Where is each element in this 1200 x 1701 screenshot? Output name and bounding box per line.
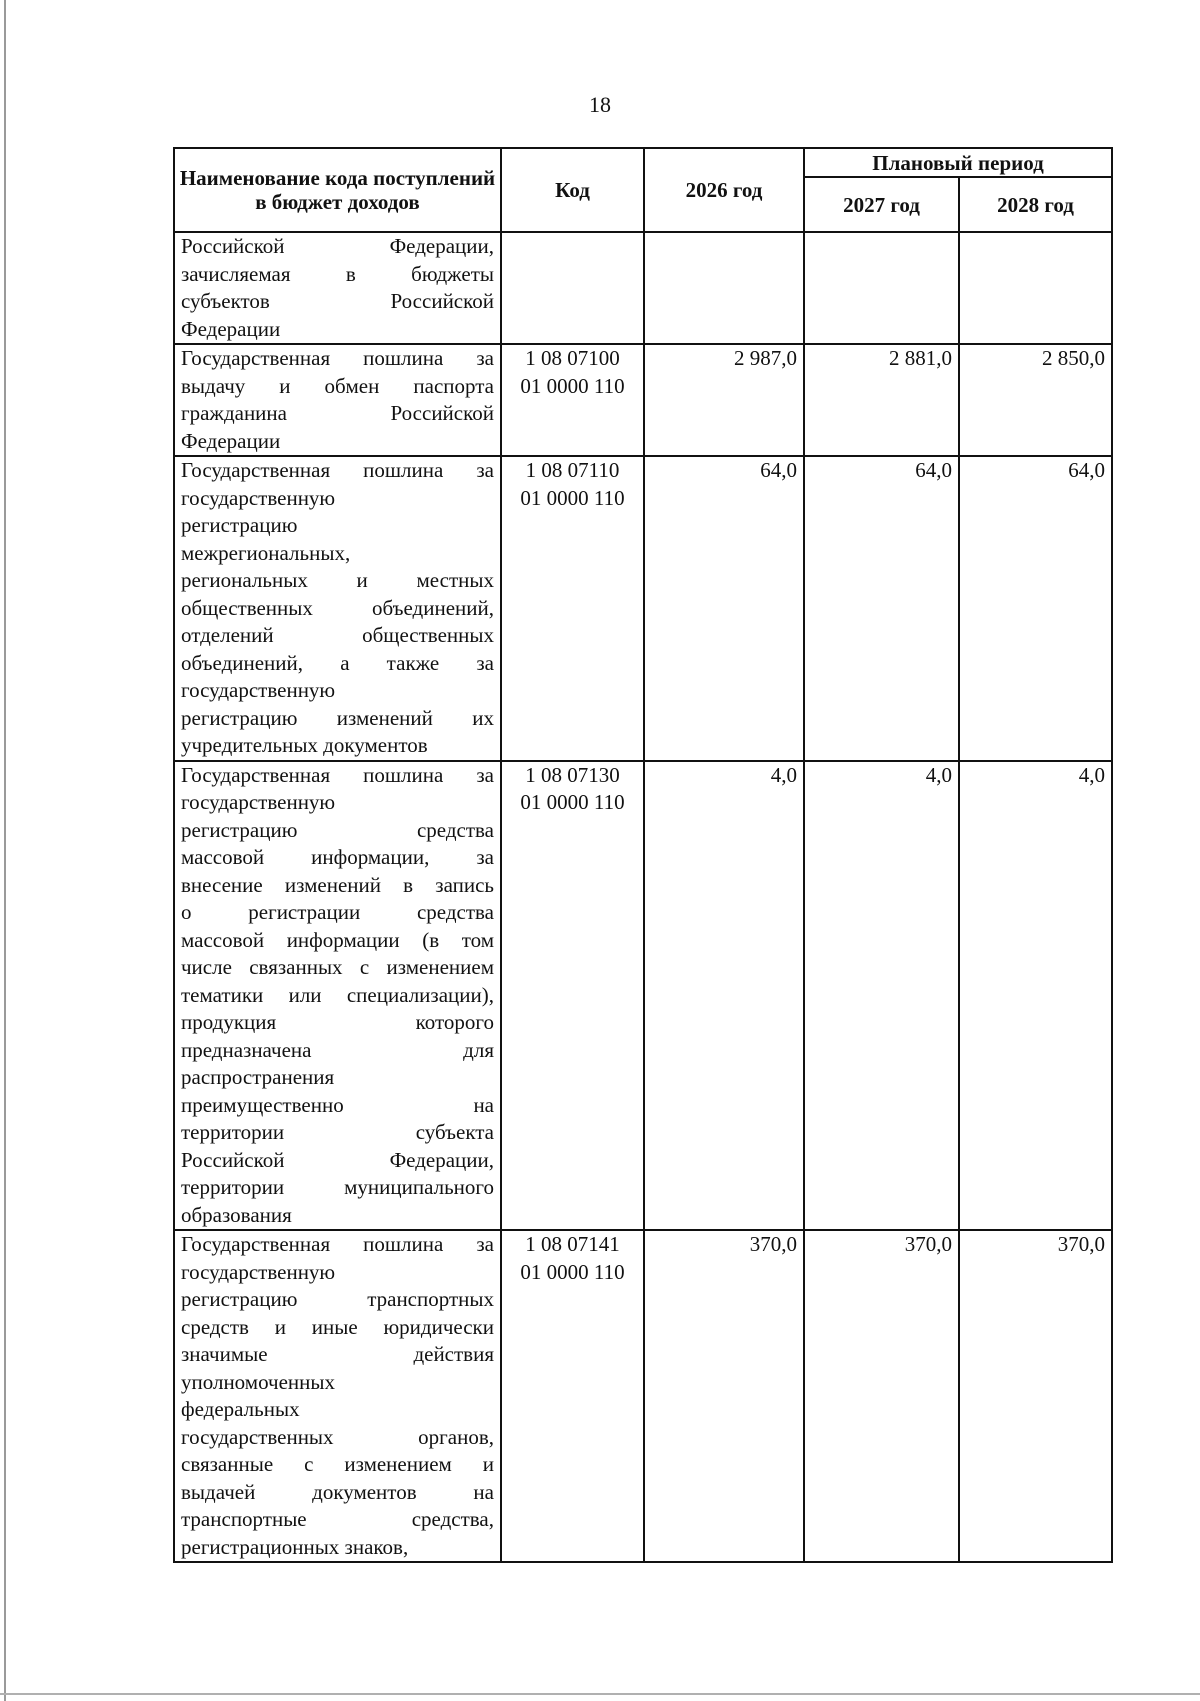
revenue-code-part2: 01 0000 110	[520, 1259, 625, 1284]
revenue-name-line: Российской Федерации,	[181, 234, 494, 258]
header-planned-period: Плановый период	[804, 148, 1112, 177]
revenue-name-line: распространения	[181, 1065, 335, 1089]
revenue-code-part1: 1 08 07110	[525, 458, 620, 482]
revenue-name-cell	[174, 232, 501, 344]
revenue-name-line: межрегиональных,	[181, 540, 351, 565]
revenue-name-line: государственную	[181, 1259, 336, 1284]
revenue-name-line: Федерации	[181, 316, 281, 341]
revenue-name-line: транспортные средства,	[181, 1507, 494, 1531]
revenue-code-part2: 01 0000 110	[520, 373, 625, 398]
revenue-code-part1: 1 08 07141	[525, 1232, 620, 1256]
revenue-name-line: отделений общественных	[181, 623, 494, 647]
value-2026-cell: 64,0	[644, 456, 804, 761]
revenue-name-line: тематики или специализации),	[181, 982, 494, 1007]
revenue-name-line: массовой информации (в том	[181, 927, 494, 952]
revenue-name-line: объединений, а также за	[181, 650, 494, 675]
revenue-code-part1: 1 08 07130	[525, 762, 620, 787]
table-header	[174, 148, 1112, 232]
revenue-code-part2: 01 0000 110	[520, 485, 625, 510]
revenue-name-line: Государственная пошлина за	[181, 1232, 494, 1256]
page-number: 18	[589, 92, 611, 117]
value-2026-cell: 4,0	[644, 761, 804, 1231]
revenue-name-line: Государственная пошлина за	[181, 346, 494, 370]
value-2028-cell: 370,0	[959, 1230, 1112, 1562]
revenue-name-line: выдачу и обмен паспорта	[181, 373, 494, 398]
revenue-code-cell	[501, 456, 644, 761]
revenue-name-line: уполномоченных	[181, 1369, 335, 1394]
revenue-code-cell	[501, 344, 644, 456]
value-2027-cell	[804, 232, 959, 344]
revenue-name-line: Федерации	[181, 428, 281, 453]
revenue-name-line: предназначена для	[181, 1037, 494, 1062]
revenue-name-line: государственную	[181, 485, 336, 510]
revenue-name-line: регистрационных знаков,	[181, 1534, 409, 1559]
revenue-name-line: о регистрации средства	[181, 900, 494, 924]
header-2028: 2028 год	[959, 177, 1112, 232]
table-body	[174, 232, 1112, 1562]
value-2026-cell	[644, 232, 804, 344]
revenue-name-line: государственных органов,	[181, 1424, 494, 1449]
revenue-code-cell	[501, 761, 644, 1231]
revenue-name-line: территории муниципального	[181, 1175, 494, 1199]
header-name: Наименование кода поступлений в бюджет доходов	[174, 148, 501, 232]
value-2027-cell: 64,0	[804, 456, 959, 761]
revenue-name-line: федеральных	[181, 1397, 300, 1421]
revenue-name-line: региональных и местных	[181, 568, 494, 592]
value-2028-cell	[959, 232, 1112, 344]
revenue-name-cell	[174, 1230, 501, 1562]
revenue-name-line: регистрацию	[181, 513, 298, 537]
table-row	[174, 761, 1112, 1231]
revenue-name-line: учредительных документов	[181, 733, 428, 757]
value-2026-cell: 2 987,0	[644, 344, 804, 456]
revenue-code-part2: 01 0000 110	[520, 790, 625, 814]
revenue-name-line: регистрацию транспортных	[181, 1287, 494, 1311]
table-row	[174, 1230, 1112, 1562]
table-row	[174, 344, 1112, 456]
revenue-name-line: гражданина Российской	[181, 401, 494, 425]
header-2027: 2027 год	[804, 177, 959, 232]
revenue-name-line: числе связанных с изменением	[181, 955, 494, 979]
revenue-name-line: государственную	[181, 790, 336, 814]
value-2027-cell: 370,0	[804, 1230, 959, 1562]
revenue-name-line: регистрацию изменений их	[181, 705, 494, 730]
header-2026: 2026 год	[644, 148, 804, 232]
scan-edge-bottom	[0, 1693, 1200, 1695]
revenue-name-line: Государственная пошлина за	[181, 762, 494, 787]
revenue-name-line: общественных объединений,	[181, 595, 494, 620]
revenue-name-line: значимые действия	[181, 1342, 494, 1366]
revenue-name-line: выдачей документов на	[181, 1479, 494, 1504]
scan-edge-left	[4, 0, 6, 1701]
revenue-name-cell	[174, 344, 501, 456]
revenue-code-part1: 1 08 07100	[525, 346, 620, 370]
revenue-name-cell	[174, 456, 501, 761]
revenue-name-line: образования	[181, 1202, 292, 1227]
revenue-name-line: регистрацию средства	[181, 817, 494, 842]
revenue-name-line: зачисляемая в бюджеты	[181, 261, 494, 286]
revenue-name-line: внесение изменений в запись	[181, 872, 494, 897]
revenue-name-line: субъектов Российской	[181, 289, 494, 313]
revenue-name-line: продукция которого	[181, 1010, 494, 1034]
revenue-name-line: Государственная пошлина за	[181, 458, 494, 482]
revenue-name-line: связанные с изменением и	[181, 1452, 494, 1476]
revenue-name-line: государственную	[181, 678, 336, 702]
table-row	[174, 456, 1112, 761]
table-row	[174, 232, 1112, 344]
header-code: Код	[501, 148, 644, 232]
revenue-code-cell	[501, 232, 644, 344]
value-2026-cell: 370,0	[644, 1230, 804, 1562]
revenue-name-line: преимущественно на	[181, 1092, 494, 1117]
value-2028-cell: 2 850,0	[959, 344, 1112, 456]
value-2028-cell: 4,0	[959, 761, 1112, 1231]
revenue-name-line: массовой информации, за	[181, 845, 494, 869]
value-2027-cell: 4,0	[804, 761, 959, 1231]
budget-revenue-table	[173, 147, 1113, 1563]
revenue-name-line: средств и иные юридически	[181, 1314, 494, 1339]
revenue-code-cell	[501, 1230, 644, 1562]
value-2028-cell: 64,0	[959, 456, 1112, 761]
revenue-name-line: Российской Федерации,	[181, 1147, 494, 1172]
revenue-name-cell	[174, 761, 501, 1231]
value-2027-cell: 2 881,0	[804, 344, 959, 456]
revenue-name-line: территории субъекта	[181, 1120, 494, 1144]
